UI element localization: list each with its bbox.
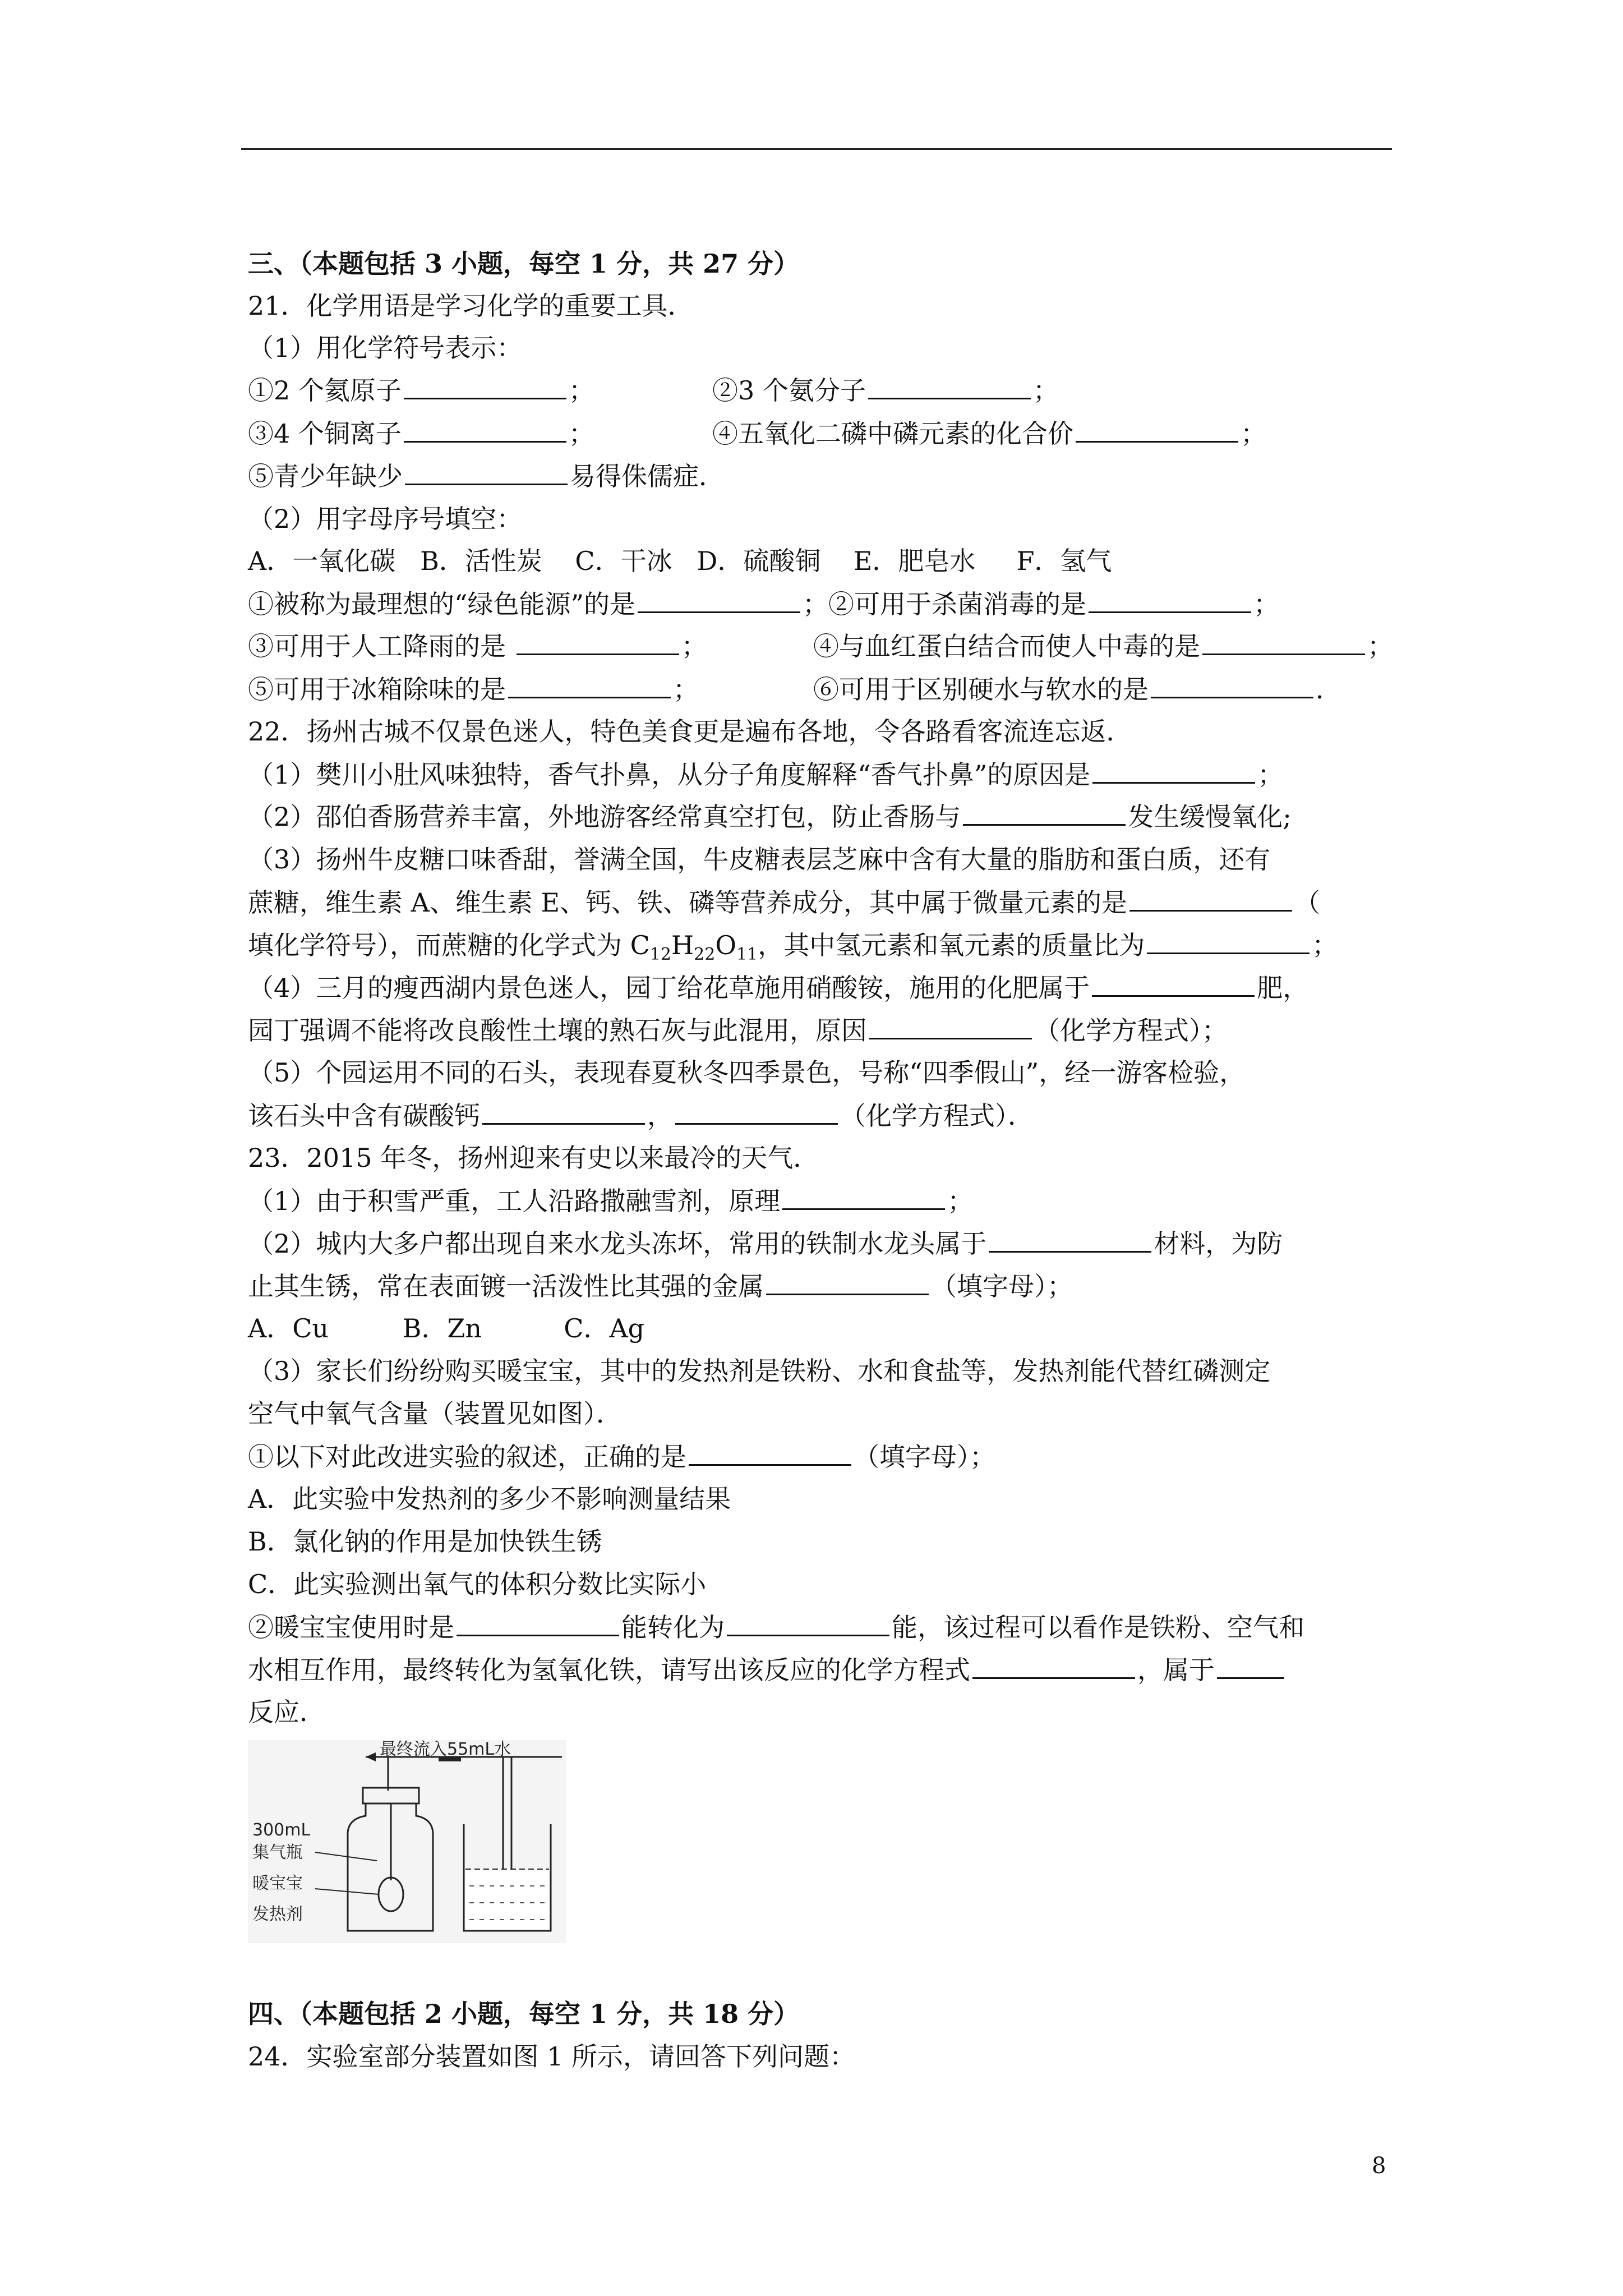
answer-blank[interactable]: [405, 459, 568, 485]
answer-blank[interactable]: [1217, 1653, 1284, 1679]
answer-blank[interactable]: [638, 587, 800, 613]
q21-j6-text: ⑥可用于区别硬水与软水的是: [813, 674, 1149, 705]
answer-blank[interactable]: [1202, 629, 1365, 655]
answer-blank[interactable]: [1147, 928, 1310, 954]
q24-stem: 24．实验室部分装置如图 1 所示，请回答下列问题：: [248, 2041, 856, 2072]
q22-part4-eq: （化学方程式）；: [1034, 1015, 1228, 1046]
q22-part1-text: （1）樊川小肚风味独特，香气扑鼻，从分子角度解释“香气扑鼻”的原因是: [248, 760, 1091, 790]
section-3-heading: 三、（本题包括 3 小题，每空 1 分，共 27 分）: [248, 249, 800, 279]
answer-blank[interactable]: [963, 799, 1126, 826]
q21-j2-text: ②可用于杀菌消毒的是: [828, 589, 1087, 619]
q21-part1: （1）用化学符号表示：: [248, 333, 523, 363]
q23-sub1-text: ①以下对此改进实验的叙述，正确的是: [248, 1442, 686, 1472]
q21-j3: ③可用于人工降雨的是 ；: [248, 629, 707, 663]
q22-part4-tail: 肥，: [1257, 973, 1309, 1003]
answer-blank[interactable]: [727, 1610, 889, 1636]
q22-part3-ratio-text: ，其中氢元素和氧元素的质量比为: [758, 930, 1145, 960]
q23-part1: （1）由于积雪严重，工人沿路撒融雪剂，原理 ；: [248, 1184, 973, 1218]
q22-part1: （1）樊川小肚风味独特，香气扑鼻，从分子角度解释“香气扑鼻”的原因是 ；: [248, 757, 1283, 792]
q22-part3-text: 蔗糖，维生素 A、维生素 E、钙、铁、磷等营养成分，其中属于微量元素的是: [248, 887, 1128, 918]
q23-part3-line2: 空气中氧气含量（装置见如图）．: [248, 1398, 622, 1429]
answer-blank[interactable]: [457, 1610, 619, 1636]
q21-item1-text: ①2 个氦原子: [248, 375, 402, 406]
q23-part2-fill: （填字母）；: [931, 1271, 1073, 1301]
q22-part5-text: 该石头中含有碳酸钙: [248, 1101, 480, 1131]
answer-blank[interactable]: [1089, 587, 1251, 613]
apparatus-figure: [248, 1740, 566, 1943]
q23-part2-metal: 止其生锈，常在表面镀一活泼性比其强的金属: [248, 1271, 764, 1301]
answer-blank[interactable]: [404, 373, 566, 399]
q21-part2: （2）用字母序号填空：: [248, 504, 523, 534]
q21-item5-tail: 易得侏儒症．: [570, 461, 725, 491]
answer-blank[interactable]: [675, 1098, 838, 1125]
answer-blank[interactable]: [766, 1269, 929, 1295]
answer-blank[interactable]: [1092, 757, 1255, 784]
q21-j5-text: ⑤可用于冰箱除味的是: [248, 674, 506, 705]
q23-sub2-eq: 水相互作用，最终转化为氢氧化铁，请写出该反应的化学方程式: [248, 1655, 970, 1685]
q22-part5-line2: 该石头中含有碳酸钙 ， （化学方程式）．: [248, 1098, 1034, 1133]
q21-item4: ④五氧化二磷中磷元素的化合价 ；: [712, 416, 1266, 450]
q21-item3-text: ③4 个铜离子: [248, 418, 402, 449]
q21-item5: [248, 459, 725, 493]
q22-part2-tail: 发生缓慢氧化;: [1128, 802, 1292, 832]
answer-blank[interactable]: [1129, 885, 1292, 912]
answer-blank[interactable]: [689, 1439, 851, 1466]
q22-stem: 22．扬州古城不仅景色迷人，特色美食更是遍布各地，令各路看客流连忘返．: [248, 716, 1132, 747]
q21-item2: ②3 个氨分子 ；: [712, 373, 1059, 407]
q23-sub2-tail: 能，该过程可以看作是铁粉、空气和: [892, 1612, 1304, 1642]
q23-part2-tail: 材料，为防: [1154, 1228, 1283, 1259]
q22-part3-line3: 填化学符号），而蔗糖的化学式为 $C_{12}H_{22}O_{11}$，其中氢元素和氧元素的质量比为 ；: [248, 928, 1338, 972]
answer-blank[interactable]: [1076, 416, 1238, 443]
q23-sub2-line3: 反应．: [248, 1697, 325, 1727]
q22-part3-paren: （: [1294, 887, 1321, 918]
label-pack: 暖宝宝: [252, 1874, 303, 1893]
q21-j6: ⑥可用于区别硬水与软水的是 ．: [813, 672, 1341, 706]
answer-blank[interactable]: [404, 416, 566, 443]
water: [465, 1869, 549, 1930]
q22-part4-line1: [248, 970, 1308, 1005]
q23-option-c: C．此实验测出氧气的体积分数比实际小: [248, 1569, 707, 1599]
q23-sub2-line2: [248, 1653, 1287, 1687]
q21-j4-text: ④与血红蛋白结合而使人中毒的是: [813, 631, 1200, 661]
q22-part4-line2: [248, 1013, 1228, 1047]
q21-item5-text: ⑤青少年缺少: [248, 461, 403, 491]
q22-formula-lead: 填化学符号），而蔗糖的化学式为 C: [248, 930, 650, 960]
q23-sub2-mid: 能转化为: [621, 1612, 725, 1642]
q21-stem: 21．化学用语是学习化学的重要工具．: [248, 291, 694, 321]
answer-blank[interactable]: [508, 672, 671, 698]
q23-part2-line1: [248, 1226, 1283, 1260]
answer-blank[interactable]: [482, 1098, 645, 1125]
answer-blank[interactable]: [782, 1184, 945, 1210]
answer-blank[interactable]: [869, 1013, 1032, 1039]
q22-part2-text: （2）邵伯香肠营养丰富，外地游客经常真空打包，防止香肠与: [248, 802, 961, 832]
q21-item1: ①2 个氦原子 ；: [248, 373, 594, 407]
label-bottle: 集气瓶: [252, 1843, 303, 1862]
q21-j1-text: ①被称为最理想的“绿色能源”的是: [248, 589, 636, 619]
label-agent: 发热剂: [252, 1904, 303, 1924]
q22-part5-eq: （化学方程式）．: [840, 1101, 1034, 1131]
q23-sub2-type: ，属于: [1137, 1655, 1215, 1685]
q23-part3-line1: （3）家长们纷纷购买暖宝宝，其中的发热剂是铁粉、水和食盐等，发热剂能代替红磷测定: [248, 1356, 1271, 1386]
q22-part2: [248, 799, 1292, 834]
header-rule: [241, 148, 1392, 150]
arrow-label: 最终流入55mL水: [380, 1740, 511, 1759]
q22-part3-line1: （3）扬州牛皮糖口味香甜，誉满全国，牛皮糖表层芝麻中含有大量的脂肪和蛋白质，还有: [248, 844, 1271, 875]
q21-j1: ①被称为最理想的“绿色能源”的是 ；②可用于杀菌消毒的是 ；: [248, 587, 1279, 621]
q23-sub2-line1: [248, 1610, 1304, 1644]
q22-part3-line2: [248, 885, 1320, 919]
answer-blank[interactable]: [1151, 672, 1313, 698]
q23-part2-line2: [248, 1269, 1073, 1303]
answer-blank[interactable]: [1092, 970, 1255, 997]
q23-option-a: A．此实验中发热剂的多少不影响测量结果: [248, 1484, 731, 1514]
answer-blank[interactable]: [989, 1226, 1151, 1253]
q21-item3: ③4 个铜离子 ；: [248, 416, 594, 450]
answer-blank[interactable]: [517, 629, 679, 655]
q21-options: A．一氧化碳 B．活性炭 C．干冰 D．硫酸铜 E．肥皂水 F．氢气: [248, 546, 1112, 576]
q23-stem: 23．2015 年冬，扬州迎来有史以来最冷的天气．: [248, 1143, 819, 1173]
q23-part2-text: （2）城内大多户都出现自来水龙头冻坏，常用的铁制水龙头属于: [248, 1228, 987, 1259]
q23-sub1-tail: （填字母）；: [854, 1442, 995, 1472]
q22-part4-reason: 园丁强调不能将改良酸性土壤的熟石灰与此混用，原因: [248, 1015, 867, 1046]
answer-blank[interactable]: [972, 1653, 1135, 1679]
q23-sub1: [248, 1439, 995, 1474]
answer-blank[interactable]: [868, 373, 1031, 399]
q21-j5: ⑤可用于冰箱除味的是 ；: [248, 672, 699, 706]
page-number: 8: [1372, 2153, 1386, 2179]
q23-options: A．Cu B．Zn C．Ag: [248, 1313, 645, 1343]
section-4-heading: 四、（本题包括 2 小题，每空 1 分，共 18 分）: [248, 1999, 800, 2029]
q21-item4-text: ④五氧化二磷中磷元素的化合价: [712, 418, 1073, 449]
q23-option-b: B．氯化钠的作用是加快铁生锈: [248, 1526, 602, 1557]
q21-j3-text: ③可用于人工降雨的是: [248, 631, 506, 661]
q21-item2-text: ②3 个氨分子: [712, 375, 866, 406]
q23-sub2-text: ②暖宝宝使用时是: [248, 1612, 454, 1642]
q22-part4-text: （4）三月的瘦西湖内景色迷人，园丁给花草施用硝酸铵，施用的化肥属于: [248, 973, 1090, 1003]
q22-part5-line1: （5）个园运用不同的石头，表现春夏秋冬四季景色，号称“四季假山”，经一游客检验，: [248, 1057, 1246, 1088]
q23-part1-text: （1）由于积雪严重，工人沿路撒融雪剂，原理: [248, 1186, 781, 1216]
label-volume: 300mL: [252, 1820, 311, 1840]
q21-j4: ④与血红蛋白结合而使人中毒的是 ；: [813, 629, 1393, 663]
